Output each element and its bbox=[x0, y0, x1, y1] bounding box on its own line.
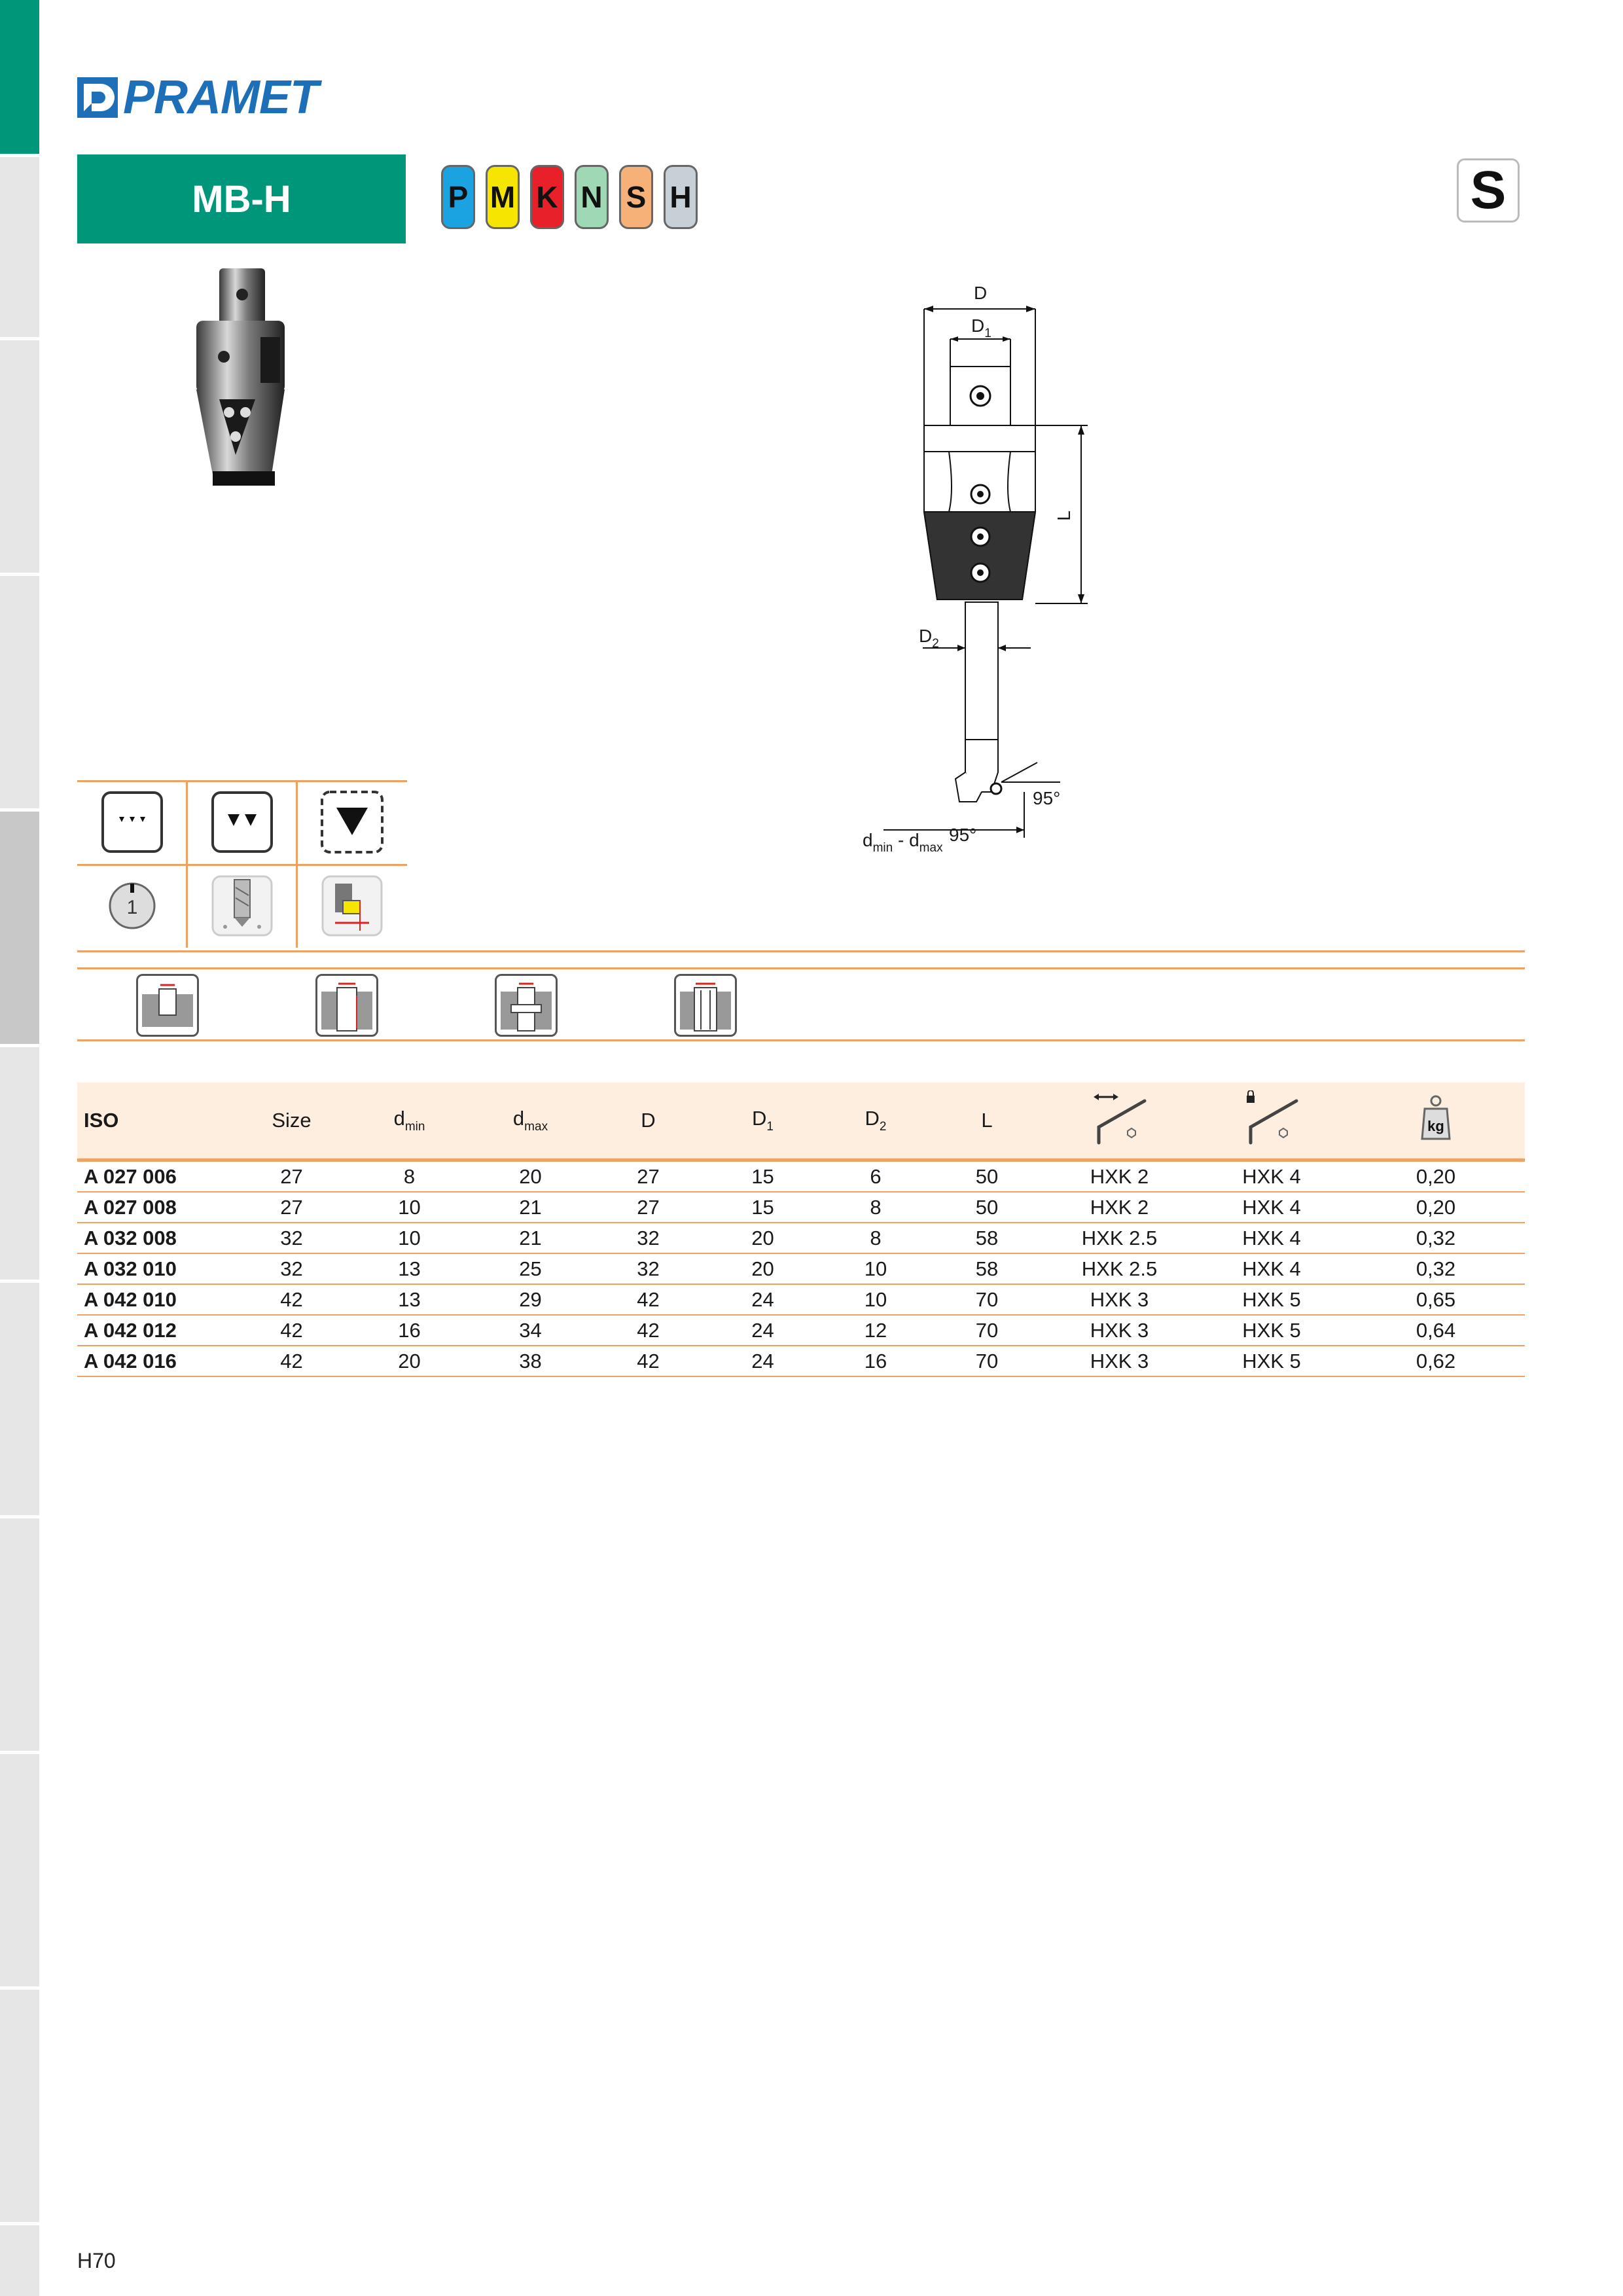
cell-d1: 15 bbox=[705, 1192, 820, 1223]
cell-dmin: 10 bbox=[349, 1192, 470, 1223]
product-title-bar bbox=[77, 154, 406, 243]
cell-key1: HXK 3 bbox=[1043, 1284, 1196, 1315]
cell-size: 27 bbox=[234, 1160, 349, 1193]
cell-l: 70 bbox=[931, 1315, 1043, 1346]
side-tab-active[interactable] bbox=[0, 0, 39, 157]
cell-d: 42 bbox=[591, 1346, 705, 1376]
cell-iso: A 042 016 bbox=[77, 1346, 234, 1376]
cell-kg: 0,32 bbox=[1347, 1253, 1525, 1284]
col-header-size: Size bbox=[234, 1083, 349, 1160]
blind-hole-icon bbox=[136, 974, 199, 1037]
cell-key2: HXK 4 bbox=[1196, 1192, 1347, 1223]
col-header-d2: $D_2$ bbox=[820, 1083, 931, 1160]
cell-d2: 8 bbox=[820, 1192, 931, 1223]
dim-label-dmin-dmax: $d_{min} - d_{max}$ bbox=[863, 830, 943, 855]
brand-name: PRAMET bbox=[123, 71, 318, 124]
cell-d: 32 bbox=[591, 1253, 705, 1284]
col-header-d: D bbox=[591, 1083, 705, 1160]
col-header-adjust-key bbox=[1043, 1083, 1196, 1160]
cell-d1: 15 bbox=[705, 1160, 820, 1193]
section-divider bbox=[77, 950, 1525, 952]
cell-d2: 12 bbox=[820, 1315, 931, 1346]
cell-key2: HXK 4 bbox=[1196, 1223, 1347, 1253]
counterbore-hole-icon bbox=[674, 974, 737, 1037]
col-header-l: L bbox=[931, 1083, 1043, 1160]
iso-badge-p: P bbox=[441, 165, 475, 229]
table-row bbox=[77, 1315, 1525, 1346]
table-row bbox=[77, 1253, 1525, 1284]
cell-l: 50 bbox=[931, 1192, 1043, 1223]
boring-head-drawing bbox=[851, 275, 1113, 864]
roughing-icon bbox=[297, 780, 407, 864]
clamp-hex-key-icon bbox=[1241, 1090, 1302, 1145]
cell-dmin: 13 bbox=[349, 1253, 470, 1284]
cell-dmax: 21 bbox=[470, 1192, 591, 1223]
cell-d: 32 bbox=[591, 1223, 705, 1253]
hole-type-icons bbox=[77, 974, 993, 1039]
cell-dmin: 16 bbox=[349, 1315, 470, 1346]
cell-l: 70 bbox=[931, 1284, 1043, 1315]
cell-kg: 0,20 bbox=[1347, 1160, 1525, 1193]
cell-key1: HXK 2 bbox=[1043, 1192, 1196, 1223]
cell-dmax: 38 bbox=[470, 1346, 591, 1376]
cell-l: 58 bbox=[931, 1223, 1043, 1253]
cell-l: 70 bbox=[931, 1346, 1043, 1376]
cell-l: 58 bbox=[931, 1253, 1043, 1284]
cell-kg: 0,64 bbox=[1347, 1315, 1525, 1346]
cell-kg: 0,32 bbox=[1347, 1223, 1525, 1253]
cell-iso: A 032 008 bbox=[77, 1223, 234, 1253]
col-header-d1: $D_1$ bbox=[705, 1083, 820, 1160]
iso-badge-s: S bbox=[619, 165, 653, 229]
offset-boring-icon bbox=[297, 864, 407, 948]
cell-size: 42 bbox=[234, 1284, 349, 1315]
cell-key1: HXK 3 bbox=[1043, 1346, 1196, 1376]
cell-d: 27 bbox=[591, 1160, 705, 1193]
cell-iso: A 027 006 bbox=[77, 1160, 234, 1193]
angle-label-upper: 95° bbox=[1033, 788, 1061, 808]
side-tab[interactable] bbox=[0, 1754, 39, 1990]
cell-dmax: 34 bbox=[470, 1315, 591, 1346]
drill-coolant-icon bbox=[187, 864, 297, 948]
table-row bbox=[77, 1192, 1525, 1223]
medium-machining-icon bbox=[187, 780, 297, 864]
dim-label-l: L bbox=[1053, 511, 1074, 521]
cell-dmin: 10 bbox=[349, 1223, 470, 1253]
cell-d1: 20 bbox=[705, 1223, 820, 1253]
table-row bbox=[77, 1223, 1525, 1253]
cell-d1: 24 bbox=[705, 1284, 820, 1315]
side-tab-strip bbox=[0, 0, 39, 2296]
side-tab[interactable] bbox=[0, 1283, 39, 1518]
table-row bbox=[77, 1346, 1525, 1376]
cell-key2: HXK 5 bbox=[1196, 1315, 1347, 1346]
cell-key2: HXK 5 bbox=[1196, 1284, 1347, 1315]
section-divider bbox=[77, 967, 1525, 969]
cell-dmax: 21 bbox=[470, 1223, 591, 1253]
side-tab-highlight[interactable] bbox=[0, 812, 39, 1047]
cell-key2: HXK 4 bbox=[1196, 1160, 1347, 1193]
cell-key2: HXK 4 bbox=[1196, 1253, 1347, 1284]
iso-badge-m: M bbox=[486, 165, 520, 229]
cell-d2: 10 bbox=[820, 1284, 931, 1315]
cell-dmax: 25 bbox=[470, 1253, 591, 1284]
weight-icon bbox=[1419, 1094, 1452, 1141]
dim-label-d2: $D_2$ bbox=[919, 626, 939, 651]
section-divider bbox=[77, 1039, 1525, 1041]
cell-d: 42 bbox=[591, 1284, 705, 1315]
iso-material-groups bbox=[441, 165, 698, 229]
cell-dmin: 20 bbox=[349, 1346, 470, 1376]
side-tab[interactable] bbox=[0, 576, 39, 812]
cell-key1: HXK 3 bbox=[1043, 1315, 1196, 1346]
cell-key2: HXK 5 bbox=[1196, 1346, 1347, 1376]
operation-icons-table bbox=[77, 780, 407, 948]
cell-d: 42 bbox=[591, 1315, 705, 1346]
iso-badge-h: H bbox=[664, 165, 698, 229]
product-name: MB-H bbox=[192, 177, 291, 221]
groove-hole-icon bbox=[495, 974, 558, 1037]
dim-label-d: D bbox=[974, 283, 988, 303]
cell-kg: 0,65 bbox=[1347, 1284, 1525, 1315]
cell-key1: HXK 2 bbox=[1043, 1160, 1196, 1193]
cell-iso: A 042 012 bbox=[77, 1315, 234, 1346]
iso-badge-k: K bbox=[530, 165, 564, 229]
col-header-iso: ISO bbox=[77, 1083, 234, 1160]
table-row bbox=[77, 1160, 1525, 1193]
iso-badge-n: N bbox=[575, 165, 609, 229]
col-header-clamp-key bbox=[1196, 1083, 1347, 1160]
cell-iso: A 042 010 bbox=[77, 1284, 234, 1315]
brand-logo bbox=[77, 71, 318, 124]
cell-d2: 16 bbox=[820, 1346, 931, 1376]
side-tab[interactable] bbox=[0, 1047, 39, 1283]
cell-d1: 20 bbox=[705, 1253, 820, 1284]
cell-size: 27 bbox=[234, 1192, 349, 1223]
cell-size: 32 bbox=[234, 1223, 349, 1253]
cell-dmax: 20 bbox=[470, 1160, 591, 1193]
cell-d1: 24 bbox=[705, 1346, 820, 1376]
cell-d2: 10 bbox=[820, 1253, 931, 1284]
adjust-hex-key-icon bbox=[1090, 1090, 1150, 1145]
cell-d2: 6 bbox=[820, 1160, 931, 1193]
finishing-icon bbox=[77, 780, 187, 864]
cell-d2: 8 bbox=[820, 1223, 931, 1253]
col-header-dmax: $d_{max}$ bbox=[470, 1083, 591, 1160]
table-row bbox=[77, 1284, 1525, 1315]
cell-size: 32 bbox=[234, 1253, 349, 1284]
svg-text:1: 1 bbox=[126, 897, 138, 918]
pramet-mark-icon bbox=[77, 77, 118, 118]
page-number: H70 bbox=[77, 2249, 116, 2272]
cell-key1: HXK 2.5 bbox=[1043, 1223, 1196, 1253]
material-tag: S bbox=[1457, 158, 1520, 223]
angle-label-lower: 95° bbox=[949, 825, 977, 845]
cell-dmin: 13 bbox=[349, 1284, 470, 1315]
table-header-row bbox=[77, 1083, 1525, 1160]
cell-size: 42 bbox=[234, 1315, 349, 1346]
cell-size: 42 bbox=[234, 1346, 349, 1376]
cell-iso: A 032 010 bbox=[77, 1253, 234, 1284]
cell-d1: 24 bbox=[705, 1315, 820, 1346]
cell-kg: 0,20 bbox=[1347, 1192, 1525, 1223]
clock-position-icon bbox=[77, 864, 187, 948]
cell-kg: 0,62 bbox=[1347, 1346, 1525, 1376]
cell-dmin: 8 bbox=[349, 1160, 470, 1193]
col-header-dmin: $d_{min}$ bbox=[349, 1083, 470, 1160]
side-tab[interactable] bbox=[0, 340, 39, 576]
side-tab[interactable] bbox=[0, 1990, 39, 2225]
through-hole-icon bbox=[315, 974, 378, 1037]
cell-d: 27 bbox=[591, 1192, 705, 1223]
side-tab[interactable] bbox=[0, 157, 39, 340]
cell-dmax: 29 bbox=[470, 1284, 591, 1315]
cell-l: 50 bbox=[931, 1160, 1043, 1193]
side-tab[interactable] bbox=[0, 1518, 39, 1754]
col-header-weight bbox=[1347, 1083, 1525, 1160]
dim-label-d1: $D_1$ bbox=[971, 315, 991, 340]
technical-drawing bbox=[851, 275, 1113, 864]
product-photo bbox=[183, 265, 308, 491]
cell-iso: A 027 008 bbox=[77, 1192, 234, 1223]
svg-text:kg: kg bbox=[1427, 1118, 1444, 1134]
specification-table bbox=[77, 1083, 1525, 1377]
cell-key1: HXK 2.5 bbox=[1043, 1253, 1196, 1284]
